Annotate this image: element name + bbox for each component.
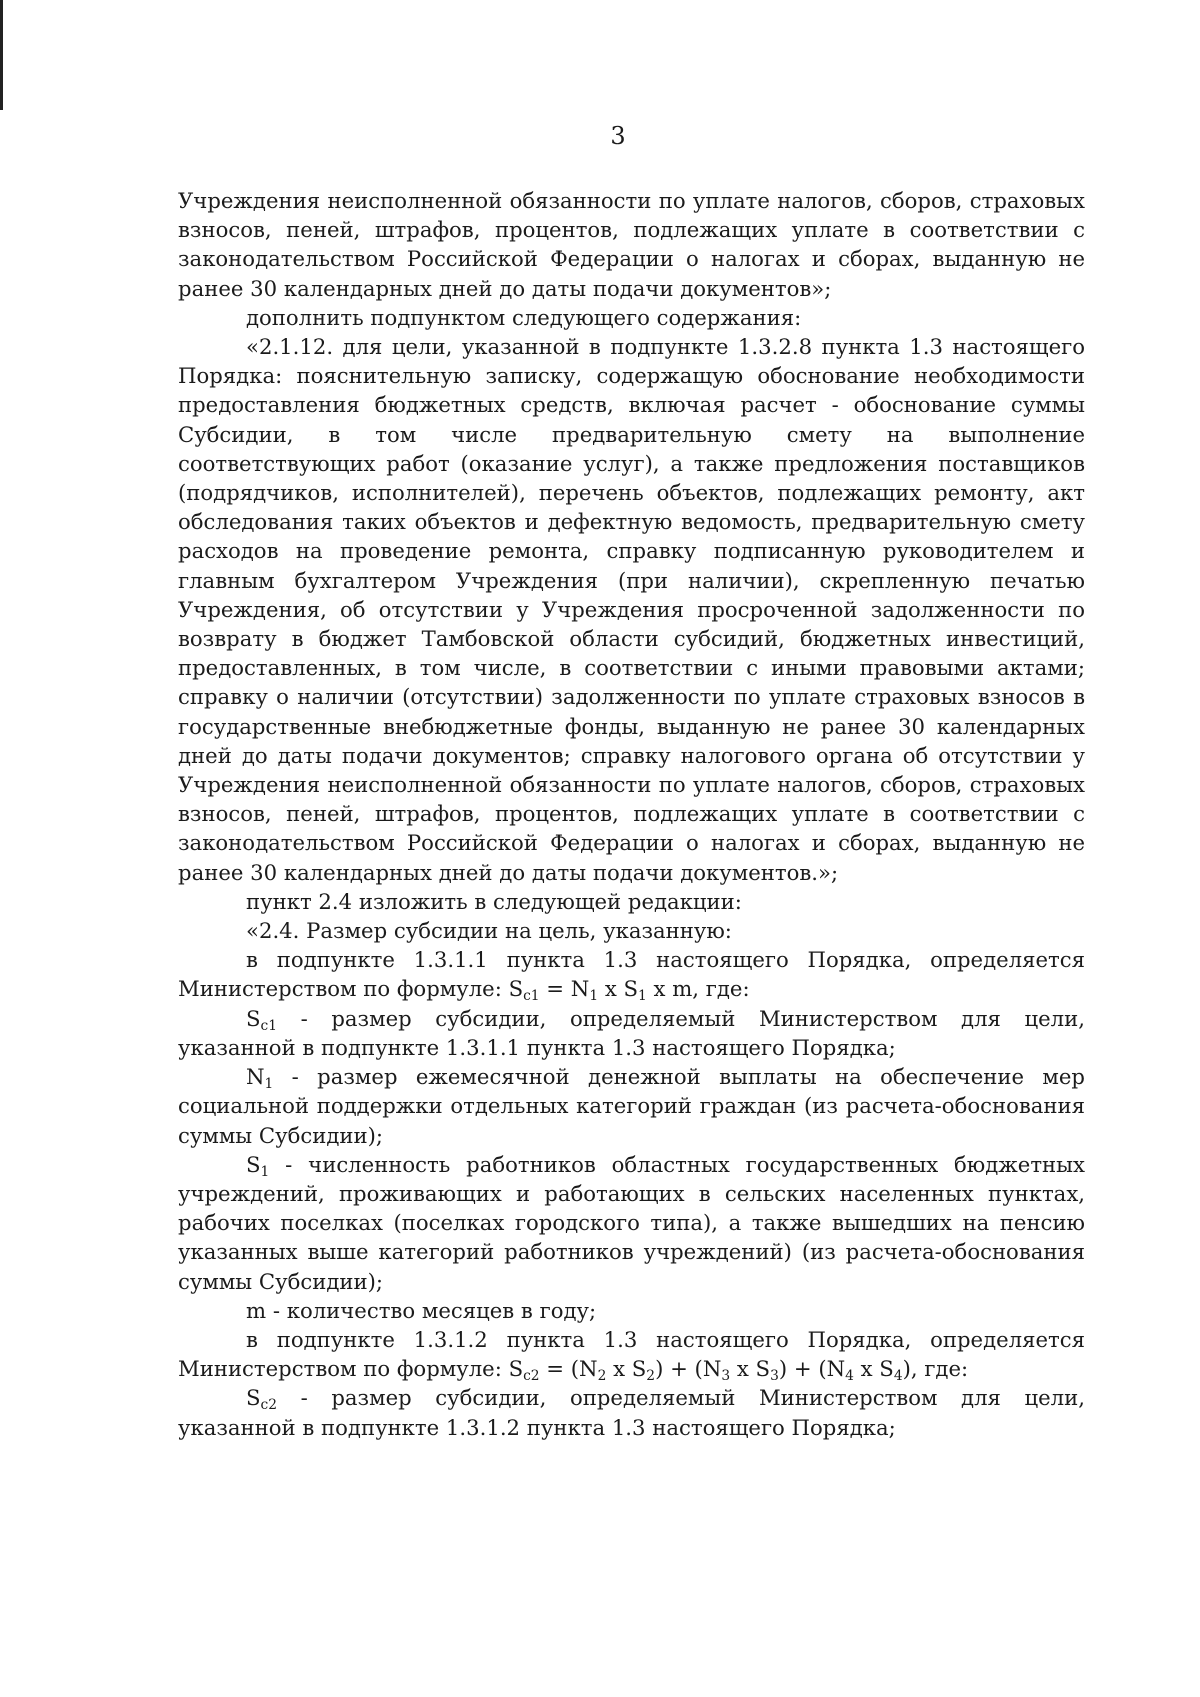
definition-text: - размер субсидии, определяемый Министерством для цели, указанной в подпункте 1.3.1.2 пункта 1.3 настоящего Порядка; [178, 1385, 1085, 1440]
formula-subscript: 2 [597, 1367, 607, 1384]
formula-symbol: S [508, 1356, 524, 1382]
defined-symbol-subscript: 1 [264, 1075, 274, 1092]
formula-part: ) + (N [655, 1356, 722, 1382]
formula-subscript: 1 [589, 988, 599, 1005]
formula-part: = (N [539, 1356, 598, 1382]
formula-intro-text: в подпункте 1.3.1.1 пункта 1.3 настоящего Порядка, определяется Министерством по формуле: [178, 947, 1085, 1002]
document-body [178, 186, 1085, 1442]
paragraph-2-4-heading: «2.4. Размер субсидии на цель, указанную: [246, 918, 732, 944]
defined-symbol: S [246, 1385, 261, 1411]
formula-part: ) + (N [778, 1356, 846, 1382]
definition-text: - размер субсидии, определяемый Министерством для цели, указанной в подпункте 1.3.1.1 пункта 1.3 настоящего Порядка; [178, 1005, 1085, 1060]
paragraph-def-n1 [178, 1062, 1085, 1150]
formula-part: x S [853, 1356, 894, 1382]
formula-part: x S [606, 1356, 647, 1382]
definition-text: - численность работников областных государственных бюджетных учреждений, проживающих и работающих в сельских населенных пунктах, рабочих поселках (поселках городского типа), а также вышедших на пенсию указанных выше категорий работников учреждений) (из расчета-обоснования суммы Субсидии); [178, 1151, 1085, 1294]
page-number: 3 [610, 122, 626, 150]
formula-subscript: c1 [523, 988, 540, 1005]
formula-subscript: 2 [646, 1367, 656, 1384]
paragraph-continuation: Учреждения неисполненной обязанности по уплате налогов, сборов, страховых взносов, пеней, штрафов, процентов, подлежащих уплате в соответствии с законодательством Российской Федерации о налогах и сборах, выданную не ранее 30 календарных дней до даты подачи документов»; [178, 188, 1085, 301]
formula-subscript: 3 [721, 1367, 731, 1384]
formula-subscript: 1 [638, 988, 647, 1005]
definition-text: - размер ежемесячной денежной выплаты на обеспечение мер социальной поддержки отдельных категорий граждан (из расчета-обоснования суммы Субсидии); [178, 1064, 1085, 1148]
defined-symbol-subscript: c1 [260, 1017, 277, 1034]
formula-subscript: 4 [845, 1367, 854, 1384]
defined-symbol-subscript: c2 [260, 1397, 277, 1414]
defined-symbol: S [246, 1151, 261, 1177]
formula-part: = N [539, 976, 590, 1002]
paragraph-formula-sc1 [178, 945, 1085, 1003]
paragraph-2-1-12: «2.1.12. для цели, указанной в подпункте 1.3.2.8 пункта 1.3 настоящего Порядка: пояснительную записку, содержащую обоснование необходимости предоставления бюджетных средств, включая расчет - обоснование суммы Субсидии, в том числе предварительную смету на выполнение соответствующих работ (оказание услуг), а также предложения поставщиков (подрядчиков, исполнителей), перечень объектов, подлежащих ремонту, акт обследования таких объектов и дефектную ведомость, предварительную смету расходов на проведение ремонта, справку подписанную руководителем и главным бухгалтером Учреждения (при наличии), скрепленную печатью Учреждения, об отсутствии у Учреждения просроченной задолженности по возврату в бюджет Тамбовской области субсидий, бюджетных инвестиций, предоставленных, в том числе, в соответствии с иными правовыми актами; справку о наличии (отсутствии) задолженности по уплате страховых взносов в государственные внебюджетные фонды, выданную не ранее 30 календарных дней до даты подачи документов; справку налогового органа об отсутствии у Учреждения неисполненной обязанности по уплате налогов, сборов, страховых взносов, пеней, штрафов, процентов, подлежащих уплате в соответствии с законодательством Российской Федерации о налогах и сборах, выданную не ранее 30 календарных дней до даты подачи документов.»; [178, 334, 1085, 885]
formula-part: x S [730, 1356, 771, 1382]
formula-subscript: c2 [523, 1367, 540, 1384]
paragraph-def-s1 [178, 1150, 1085, 1296]
paragraph-def-sc2 [178, 1383, 1085, 1441]
paragraph-def-m: m - количество месяцев в году; [246, 1297, 597, 1323]
paragraph-def-sc1 [178, 1004, 1085, 1062]
defined-symbol: S [246, 1005, 261, 1031]
formula-subscript: 3 [770, 1367, 779, 1384]
formula-subscript: 4 [893, 1367, 903, 1384]
scan-edge-mark [0, 0, 3, 110]
formula-part: ), где: [902, 1356, 969, 1382]
formula-intro-text: в подпункте 1.3.1.2 пункта 1.3 настоящего Порядка, определяется Министерством по формуле: [178, 1326, 1085, 1382]
formula-symbol: S [508, 976, 524, 1002]
defined-symbol-subscript: 1 [260, 1163, 270, 1180]
formula-part: x S [598, 976, 639, 1002]
defined-symbol: N [246, 1064, 265, 1090]
paragraph-add-subitem: дополнить подпунктом следующего содержания: [246, 304, 802, 330]
paragraph-formula-sc2 [178, 1325, 1085, 1383]
paragraph-item-2-4-intro: пункт 2.4 изложить в следующей редакции: [246, 888, 742, 914]
formula-part: x m, где: [646, 976, 750, 1002]
